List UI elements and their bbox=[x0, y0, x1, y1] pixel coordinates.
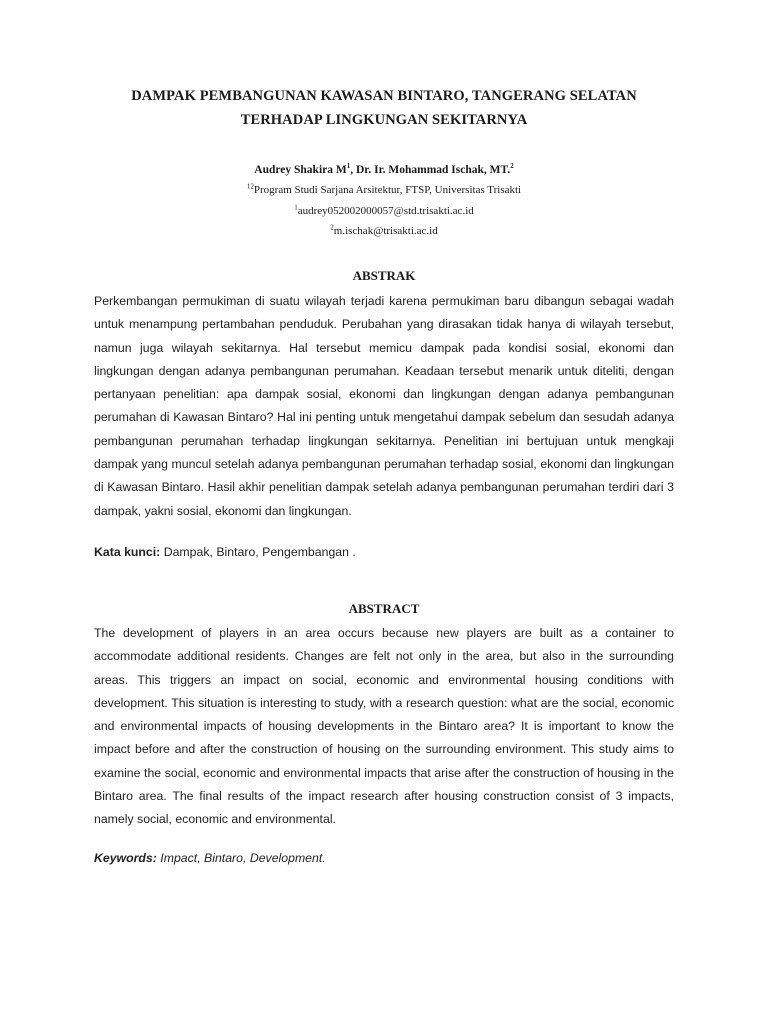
kata-kunci-label: Kata kunci: bbox=[94, 545, 161, 559]
keywords-values: Impact, Bintaro, Development. bbox=[156, 851, 326, 865]
kata-kunci-values: Dampak, Bintaro, Pengembangan . bbox=[160, 545, 356, 559]
author-1-sup: 1 bbox=[346, 162, 351, 171]
title-line-2: TERHADAP LINGKUNGAN SEKITARNYA bbox=[240, 112, 528, 128]
title-line-1: DAMPAK PEMBANGUNAN KAWASAN BINTARO, TANGERANG SELATAN bbox=[131, 88, 637, 104]
email-1-sup: 1 bbox=[294, 203, 298, 212]
abstrak-heading: ABSTRAK bbox=[352, 268, 416, 283]
affiliation bbox=[60, 182, 708, 198]
email-2-text: m.ischak@trisakti.ac.id bbox=[333, 225, 438, 237]
kata-kunci bbox=[94, 545, 674, 559]
author-2: , Dr. Ir. Mohammad Ischak, MT. bbox=[350, 164, 511, 176]
author-1: Audrey Shakira M bbox=[254, 164, 347, 176]
affiliation-text: Program Studi Sarjana Arsitektur, FTSP, Universitas Trisakti bbox=[253, 184, 522, 196]
keywords-label: Keywords: bbox=[94, 851, 157, 865]
email-1-text: audrey052002000057@std.trisakti.ac.id bbox=[297, 205, 474, 217]
affiliation-sup: 12 bbox=[246, 182, 254, 191]
keywords bbox=[94, 851, 674, 865]
email-2-sup: 2 bbox=[330, 223, 334, 232]
author-2-sup: 2 bbox=[510, 162, 514, 171]
abstrak-body: Perkembangan permukiman di suatu wilayah terjadi karena permukiman baru dibangun sebagai wadah untuk menampung pertambahan penduduk. Perubahan yang dirasakan tidak hanya di wilayah tersebut, namun juga wilayah sekitarnya. Hal tersebut memicu dampak pada kondisi sosial, ekonomi dan lingkungan dengan adanya pembangunan perumahan. Keadaan tersebut menarik untuk diteliti, dengan pertanyaan penelitian: apa dampak sosial, ekonomi dan lingkungan dengan adanya pembangunan perumahan di Kawasan Bintaro? Hal ini penting untuk mengetahui dampak sebelum dan sesudah adanya pembangunan perumahan terhadap lingkungan sekitarnya. Penelitian ini bertujuan untuk mengkaji dampak yang muncul setelah adanya pembangunan perumahan terhadap sosial, ekonomi dan lingkungan di Kawasan Bintaro. Hasil akhir penelitian dampak setelah adanya pembangunan perumahan terdiri dari 3 dampak, yakni sosial, ekonomi dan lingkungan. bbox=[94, 294, 674, 518]
author-list bbox=[60, 162, 708, 178]
email-1 bbox=[60, 203, 708, 219]
abstract-heading: ABSTRACT bbox=[348, 601, 420, 616]
abstract-body: The development of players in an area occurs because new players are built as a container to accommodate additional residents. Changes are felt not only in the area, but also in the surrounding areas. This triggers an impact on social, economic and environmental housing conditions with development. This situation is interesting to study, with a research question: what are the social, economic and environmental impacts of housing developments in the Bintaro area? It is important to know the impact before and after the construction of housing on the surrounding environment. This study aims to examine the social, economic and environmental impacts that arise after the construction of housing in the Bintaro area. The final results of the impact research after housing construction consist of 3 impacts, namely social, economic and environmental. bbox=[94, 626, 674, 827]
email-2 bbox=[60, 223, 708, 239]
paper-title bbox=[60, 84, 708, 132]
